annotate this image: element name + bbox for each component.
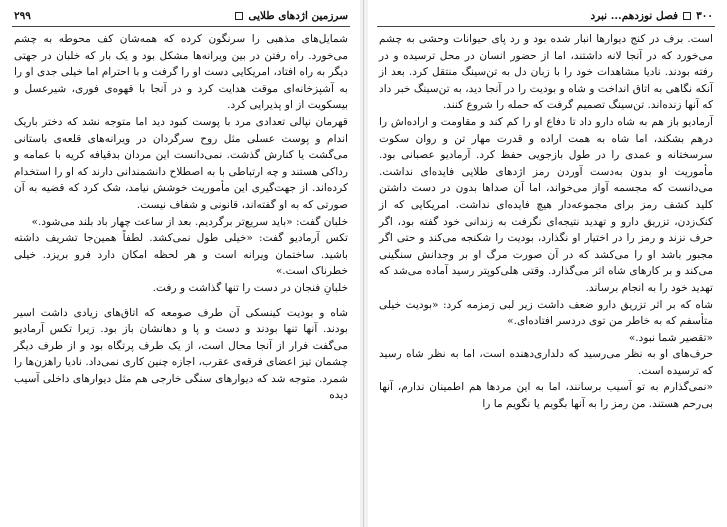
header-square-icon: [683, 12, 691, 20]
right-page-number: ۳۰۰: [696, 10, 713, 22]
left-page: [6, 6, 356, 520]
paragraph: تکس آرمادیو گفت: «خیلی طول نمی‌کشد. لطفاً همین‌جا تشریف داشته باشید. ساختمان ویرانه است و هر لحظه امکان دارد فرو بریزد. خیلی خطرناک است.»: [14, 232, 348, 278]
right-page-header: [377, 6, 715, 27]
paragraph: «نمی‌گذارم به تو آسیب برسانند، اما به این مردها هم اطمینان ندارم، آنها بی‌رحم هستند. من رمز را به آنها بگویم یا نگویم ما را: [379, 381, 713, 411]
paragraph: «تقصیر شما نبود.»: [628, 331, 713, 344]
page-edge-line: [363, 0, 364, 527]
left-page-number: ۲۹۹: [14, 10, 31, 22]
paragraph: خلبان گفت: «باید سریع‌تر برگردیم. بعد از ساعت چهار باد بلند می‌شود.»: [31, 215, 348, 228]
paragraph: است. برف در کنج دیوارها انبار شده بود و رد پای حیوانات وحشی به چشم می‌خورد که در آنجا لانه داشتند، اما از حضور انسان در محل ترسیده و در رفته بودند. نادیا مشاهدات خود را با زبان دل به تن‌سینگ منتقل کرد. بعد از آنکه نگاهی به اتاق انداخت و شاه و بودیت را در آنجا دید، به تن‌سینگ خبر داد که آنها زنده‌اند. تن‌سینگ تصمیم گرفت که حمله را شروع کنند.: [379, 33, 713, 112]
left-page-body: [14, 31, 348, 404]
right-page: [371, 6, 721, 520]
right-running-header: [591, 10, 713, 22]
paragraph: حرف‌های او به نظر می‌رسید که دلداری‌دهنده است، اما به نظر شاه رسید که ترسیده است.: [379, 348, 713, 377]
left-page-header: [12, 6, 350, 27]
left-running-title: سرزمین اژدهای طلایی: [230, 10, 348, 22]
paragraph: شاه که بر اثر تزریق دارو ضعف داشت زیر لبی زمزمه کرد: «بودیت خیلی متأسفم که به خاطر من توی دردسر افتاده‌ای.»: [379, 298, 713, 328]
paragraph: شمایل‌های مذهبی را سرنگون کرده که همه‌شان کف محوطه به چشم می‌خورد. راه رفتن در بین ویرانه‌ها مشکل بود و یک بار که خلبان در جهتی دیگر به راه افتاد، امریکایی دست او را گرفت و با احترام اما خیلی جدی او را به آشپزخانه‌ای موقت هدایت کرد و در آنجا با قهوه‌ی فوری، شیرعسل و بیسکویت از او پذیرایی کرد.: [14, 33, 348, 112]
right-page-body: [379, 31, 713, 413]
header-square-icon: [235, 12, 243, 20]
paragraph: قهرمان نپالی تعدادی مرد با پوست کبود دید اما متوجه نشد که دختر باریک اندام و پوست عسلی مثل روح سرگردان در ویرانه‌های قلعه‌ی باستانی می‌گشت یا کنارش گذشت. نمی‌دانست این مردان بدقیافه کریه با عمامه و رداکی هستند و چه ارتباطی با به اصطلاح دانشمندانی دارند که او را استخدام کرده‌اند. از جهت‌گیری این مأموریت خوشش نیامد، شک کرد که قضیه به آن صورتی که به او گفته‌اند، قانونی و شفاف نیست.: [14, 115, 348, 211]
right-running-title: فصل نوزدهم... نبرد: [590, 10, 679, 22]
paragraph: آرمادیو باز هم به شاه دارو داد تا دفاع او را کم کند و مقاومت و اراده‌اش را درهم بشکند، اما شاه به همت اراده و قدرت مهار تن و روان سکوت سرسختانه و عمدی را در طول بازجویی حفظ کرد. آرمادیو عصبانی بود. مأموریت او بدون به‌دست آوردن رمز اژدهای طلایی فایده‌ای نداشت. می‌دانست که مجسمه آواز می‌خواند، اما آن صداها بدون در دست داشتن کلید کشف رمز برای مجموعه‌دار هیچ فایده‌ای نداشت. امریکایی که از کنک‌زدن، تزریق دارو و تهدید نتیجه‌ای نگرفت به زندانی خود گفته بود، اگر حرف نزند و رمز را در اختیار او نگذارد، بودیت را شکنجه می‌کند و حتی اگر مجبور باشد او را می‌کشد که در آن صورت مرگ او بر وجدانش سنگینی می‌کند و بر کارهای شاه اثر می‌گذارد. وقتی هلی‌کوپتر رسید آماده می‌شد که تهدید خود را به انجام برساند.: [379, 115, 713, 294]
book-gutter: [360, 0, 368, 527]
paragraph: شاه و بودیت کینسکی آن طرف صومعه که اتاق‌های زیادی داشت اسیر بودند. آنها تنها بودند و دست و پا و دهانشان باز بود. زیرا تکس آرمادیو می‌گفت فرار از آنجا محال است، از یک طرف پرتگاه بود و از طرف دیگر چشمان تیز اعضای فرقه‌ی عقرب، اجازه چنین کاری نمی‌داد. نادیا راهزن‌ها را شمرد. متوجه شد که دیوارهای سنگی خارجی هم مثل دیوارهای داخلی آسیب دیده: [14, 306, 348, 402]
paragraph: خلبانِ فنجان در دست را تنها گذاشت و رفت.: [152, 281, 348, 294]
